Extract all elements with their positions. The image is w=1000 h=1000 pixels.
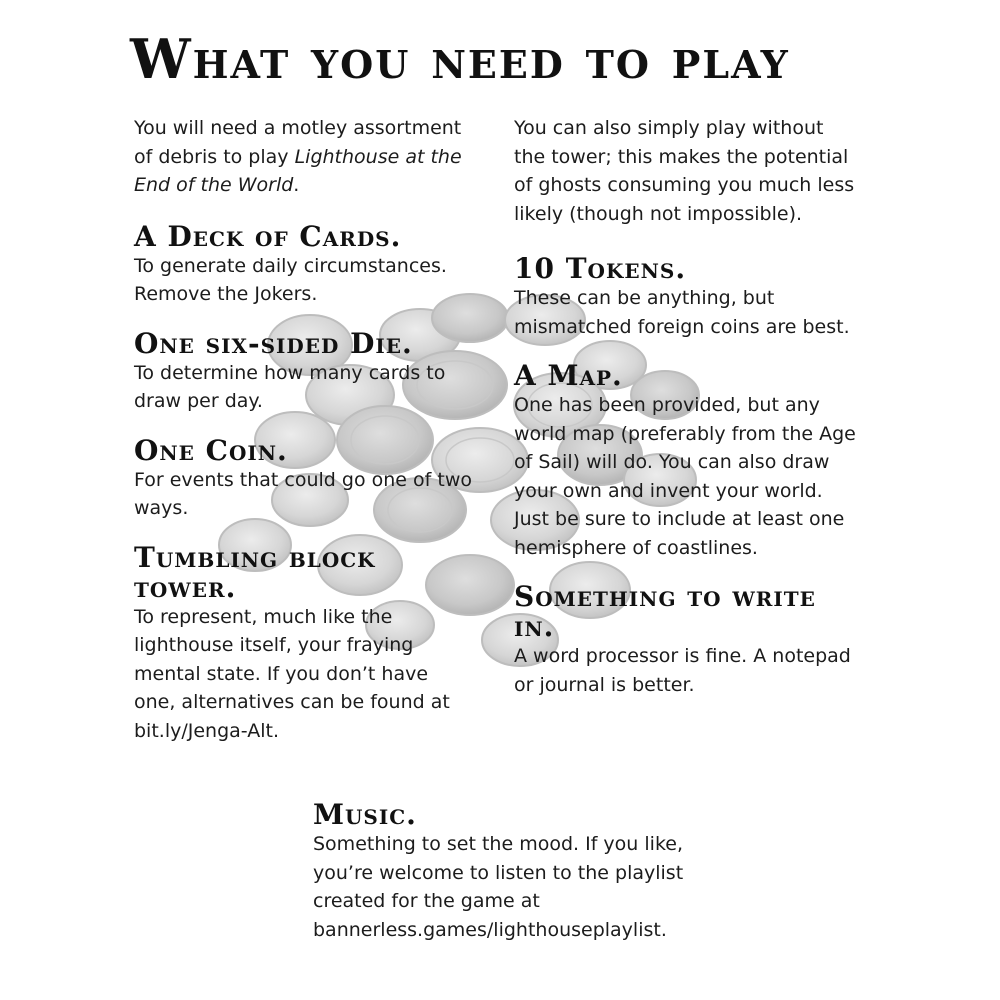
right-column <box>514 114 859 699</box>
section-heading: One six-sided Die. <box>134 326 413 360</box>
intro-paragraph <box>134 114 474 200</box>
section-heading: One Coin. <box>134 433 288 467</box>
section-body: To generate daily circumstances. Remove the Jokers. <box>134 254 447 305</box>
left-column <box>134 114 474 745</box>
section-heading: Tumbling block tower. <box>134 540 376 604</box>
section-body: A word processor is fine. A notepad or journal is better. <box>514 645 851 696</box>
intro-text: You will need a motley assortment of debris to play <box>134 117 462 168</box>
section-body: For events that could go one of two ways. <box>134 468 472 519</box>
section-six-sided-die <box>134 326 474 416</box>
section-body: To determine how many cards to draw per day. <box>134 361 446 412</box>
section-body: To represent, much like the lighthouse itself, your fraying mental state. If you don’t have one, alternatives can be found at bit.ly/Jenga-Alt. <box>134 605 450 742</box>
section-one-coin <box>134 433 474 523</box>
section-something-to-write-in <box>514 582 859 699</box>
page-title: What you need to play <box>130 27 790 91</box>
section-heading: Music. <box>313 798 417 831</box>
section-heading: A Deck of Cards. <box>134 219 402 253</box>
section-tokens <box>514 254 859 341</box>
music-section <box>313 800 693 944</box>
section-deck-of-cards <box>134 219 474 309</box>
section-body: Something to set the mood. If you like, you’re welcome to listen to the playlist created for the game at bannerless.games/lighthouseplaylist. <box>313 833 684 941</box>
section-heading: A Map. <box>514 359 623 392</box>
game-title: Lighthouse at the End of the World <box>134 145 462 196</box>
section-heading: Something to write in. <box>514 580 816 643</box>
section-body: One has been provided, but any world map (preferably from the Age of Sail) will do. You can also draw your own and invent your world. Just be sure to include at least one hemisphere of coastlines. <box>514 394 856 559</box>
intro-end: . <box>293 174 300 196</box>
section-heading: 10 Tokens. <box>514 252 687 285</box>
tower-note-paragraph: You can also simply play without the tower; this makes the potential of ghosts consuming you much less likely (though not impossible). <box>514 117 855 225</box>
section-body: These can be anything, but mismatched foreign coins are best. <box>514 287 850 338</box>
section-block-tower <box>134 540 474 746</box>
section-map <box>514 361 859 562</box>
